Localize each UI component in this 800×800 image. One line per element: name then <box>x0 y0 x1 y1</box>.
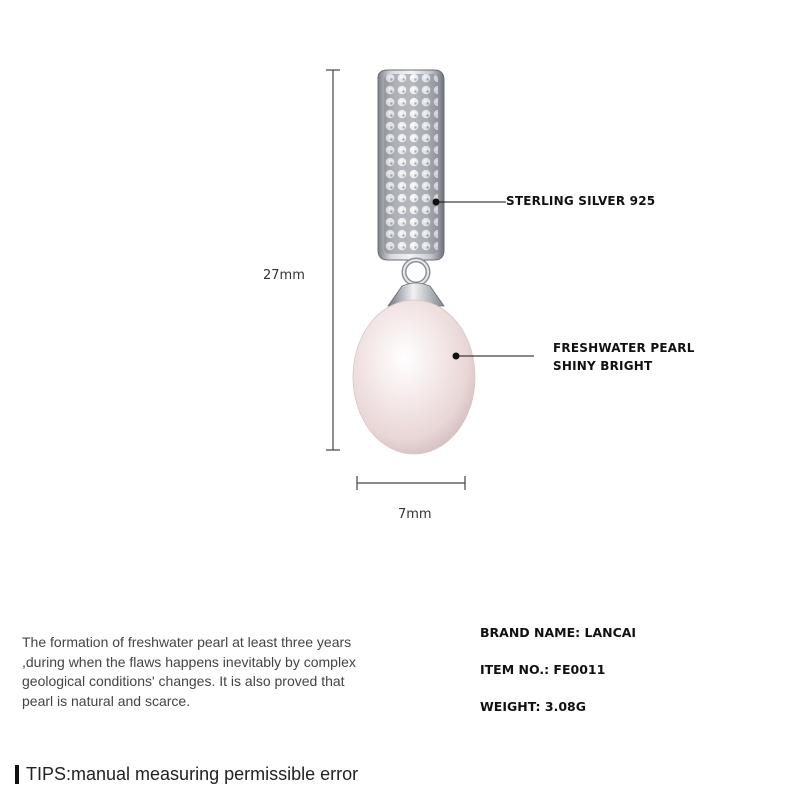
height-dimension <box>326 70 340 450</box>
weight: WEIGHT: 3.08G <box>480 699 586 714</box>
width-dimension <box>357 476 465 490</box>
material-callout-label: STERLING SILVER 925 <box>506 194 656 208</box>
brand-name: BRAND NAME: LANCAI <box>480 625 637 640</box>
pearl <box>353 300 475 454</box>
pearl-callout-label-line1: FRESHWATER PEARL <box>553 341 695 355</box>
pearl-callout-label-line2: SHINY BRIGHT <box>553 359 653 373</box>
item-number: ITEM NO.: FE0011 <box>480 662 606 677</box>
tips-marker-bar <box>15 765 19 784</box>
width-label: 7mm <box>398 507 432 522</box>
tips-text: TIPS:manual measuring permissible error <box>26 764 359 784</box>
earring-huggie <box>378 70 444 260</box>
height-label: 27mm <box>263 268 305 283</box>
product-description: The formation of freshwater pearl at least three years ,during when the flaws happens inevitably by complex geological conditions' changes. It is also proved that pearl is natural and scarce. <box>22 634 356 709</box>
bail-ring <box>404 260 428 284</box>
